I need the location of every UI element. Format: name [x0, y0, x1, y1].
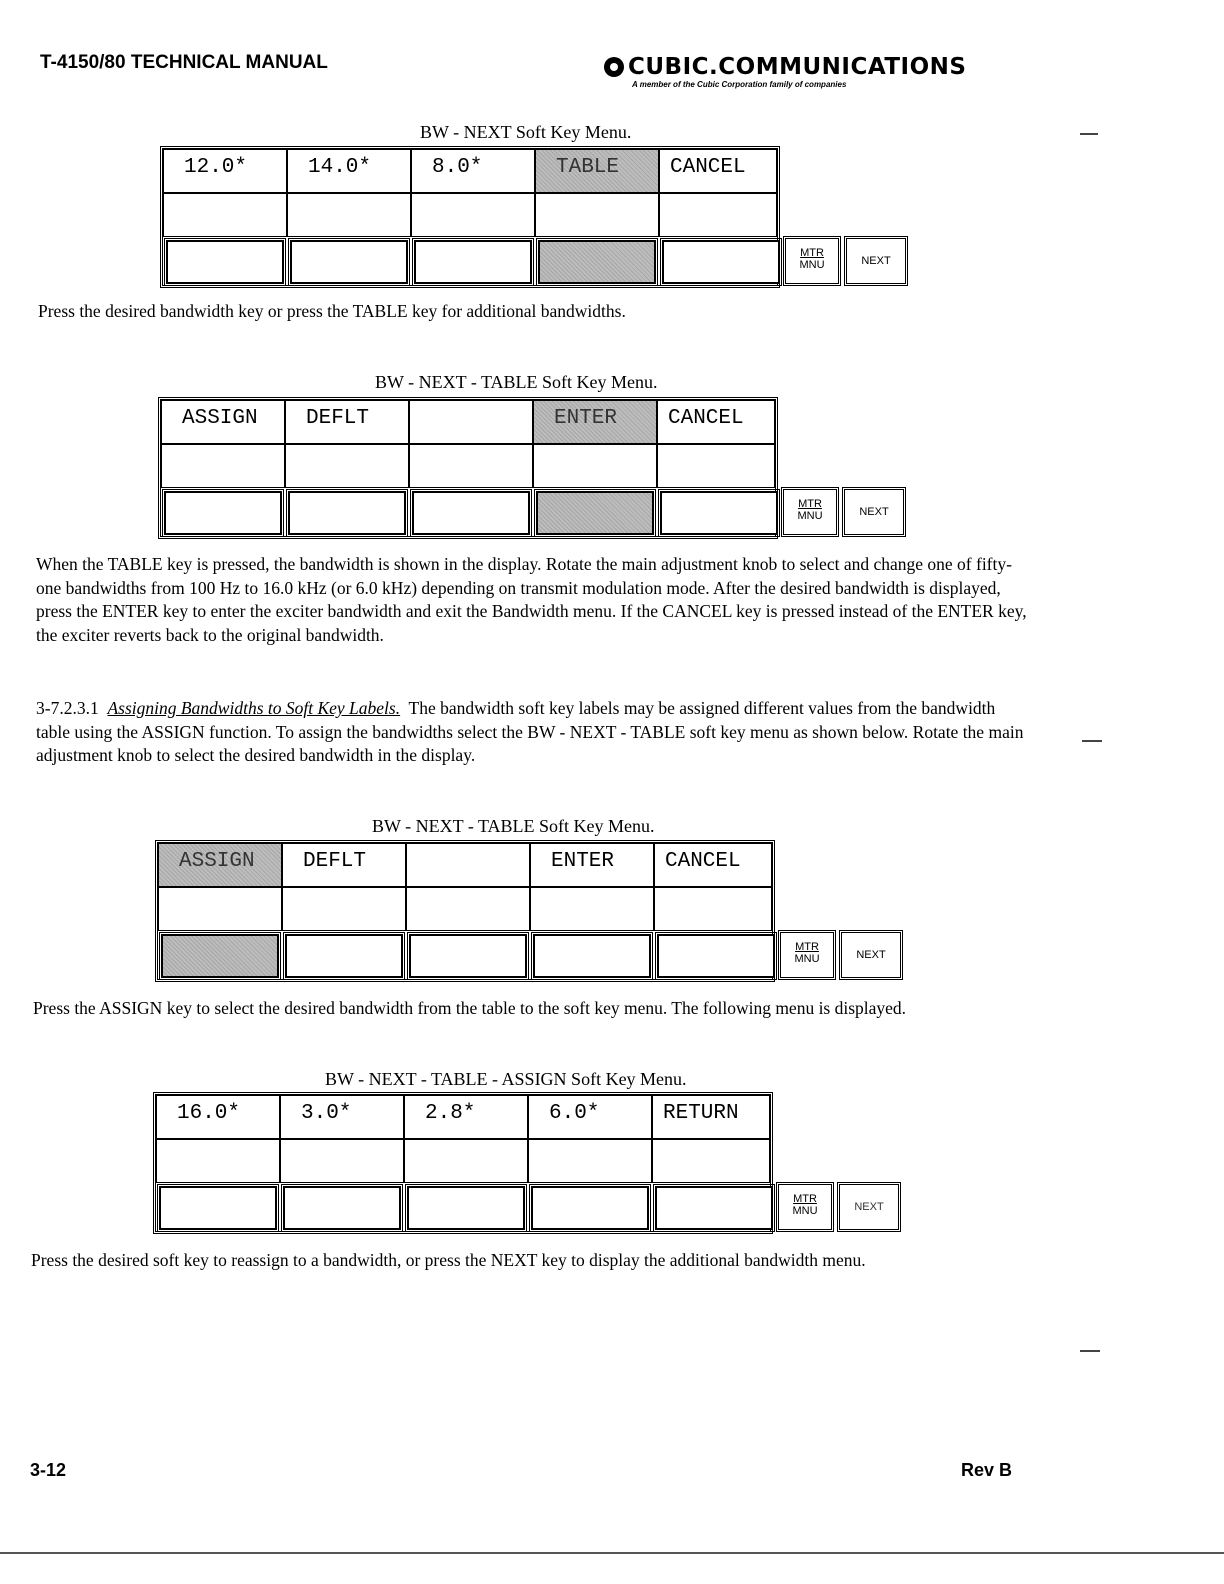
softkey-button-5[interactable]	[660, 491, 778, 535]
softkey-button-4[interactable]	[538, 240, 656, 284]
softkey-blank-cell	[285, 444, 409, 488]
meter-label: MTR	[800, 247, 824, 259]
softkey-button-4[interactable]	[533, 934, 651, 978]
softkey-button-5[interactable]	[655, 1186, 773, 1230]
paragraph: Press the ASSIGN key to select the desired bandwidth from the table to the soft key menu. The following menu is displayed.	[33, 998, 907, 1018]
softkey-label-1: ASSIGN	[161, 400, 285, 444]
margin-mark	[1082, 740, 1102, 742]
softkey-button-3[interactable]	[412, 491, 530, 535]
section-number: 3-7.2.3.1	[36, 698, 99, 718]
cubic-logo-icon	[604, 57, 624, 77]
softkey-label-2: DEFLT	[285, 400, 409, 444]
bottom-rule	[0, 1552, 1224, 1554]
next-button[interactable]: NEXT	[844, 236, 908, 286]
menu-caption: BW - NEXT - TABLE Soft Key Menu.	[375, 372, 658, 392]
softkey-blank-cell	[280, 1139, 404, 1183]
meter-menu-button[interactable]	[783, 236, 841, 286]
softkey-button-2[interactable]	[283, 1186, 401, 1230]
softkey-blank-cell	[409, 444, 533, 488]
softkey-blank-cell	[533, 444, 657, 488]
softkey-label-1: 12.0*	[163, 149, 287, 193]
section-title: Assigning Bandwidths to Soft Key Labels.	[107, 698, 401, 718]
softkey-label-3	[409, 400, 533, 444]
softkey-grid	[158, 397, 778, 539]
meter-label: MTR	[793, 1193, 817, 1205]
softkey-label-5: RETURN	[652, 1095, 770, 1139]
softkey-blank-cell	[530, 887, 654, 931]
softkey-blank-cell	[528, 1139, 652, 1183]
paragraph: When the TABLE key is pressed, the bandwidth is shown in the display. Rotate the main adjustment knob to select and change one of fifty-one bandwidths from 100 Hz to 16.0 kHz (or 6.0 kHz) depending on transmit modulation mode. After the desired bandwidth is displayed, press the ENTER key to enter the exciter bandwidth and exit the Bandwidth menu. If the CANCEL key is pressed instead of the ENTER key, the exciter reverts back to the original bandwidth.	[36, 554, 1027, 645]
softkey-blank-cell	[652, 1139, 770, 1183]
softkey-label-2: 14.0*	[287, 149, 411, 193]
softkey-label-4: ENTER	[533, 400, 657, 444]
margin-mark	[1080, 1350, 1100, 1352]
menu-label: MNU	[792, 1205, 818, 1217]
softkey-button-4[interactable]	[531, 1186, 649, 1230]
softkey-label-4: 6.0*	[528, 1095, 652, 1139]
softkey-label-3: 8.0*	[411, 149, 535, 193]
menu-caption: BW - NEXT Soft Key Menu.	[420, 122, 632, 142]
softkey-blank-cell	[282, 887, 406, 931]
softkey-blank-cell	[535, 193, 659, 237]
softkey-blank-cell	[156, 1139, 280, 1183]
paragraph: Press the desired bandwidth key or press the TABLE key for additional bandwidths.	[38, 301, 626, 321]
manual-title: T-4150/80 TECHNICAL MANUAL	[40, 52, 328, 73]
meter-menu-button[interactable]	[776, 1182, 834, 1232]
paragraph: Press the desired soft key to reassign to a bandwidth, or press the NEXT key to display the additional bandwidth menu.	[31, 1250, 866, 1270]
menu-label: MNU	[797, 510, 823, 522]
softkey-button-5[interactable]	[657, 934, 775, 978]
softkey-blank-cell	[404, 1139, 528, 1183]
section-body: The bandwidth soft key labels may be assigned different values from the bandwidth table using the ASSIGN function. To assign the bandwidths select the BW - NEXT - TABLE soft key menu as shown below. Rotate the main adjustment knob to select the desired bandwidth in the display.	[36, 698, 1024, 765]
softkey-button-2[interactable]	[288, 491, 406, 535]
softkey-blank-cell	[654, 887, 772, 931]
softkey-label-1: ASSIGN	[158, 843, 282, 887]
meter-menu-button[interactable]	[781, 487, 839, 537]
softkey-blank-cell	[161, 444, 285, 488]
softkey-button-1[interactable]	[161, 934, 279, 978]
menu-caption: BW - NEXT - TABLE Soft Key Menu.	[372, 816, 655, 836]
company-logo	[604, 54, 966, 89]
softkey-label-5: CANCEL	[659, 149, 777, 193]
menu-label: MNU	[794, 953, 820, 965]
softkey-label-4: TABLE	[535, 149, 659, 193]
softkey-blank-cell	[657, 444, 775, 488]
softkey-label-2: DEFLT	[282, 843, 406, 887]
meter-menu-button[interactable]	[778, 930, 836, 980]
softkey-button-3[interactable]	[409, 934, 527, 978]
softkey-label-1: 16.0*	[156, 1095, 280, 1139]
softkey-label-4: ENTER	[530, 843, 654, 887]
margin-mark	[1080, 133, 1098, 135]
softkey-grid	[153, 1092, 773, 1234]
meter-label: MTR	[795, 941, 819, 953]
softkey-label-3: 2.8*	[404, 1095, 528, 1139]
softkey-blank-cell	[163, 193, 287, 237]
softkey-blank-cell	[406, 887, 530, 931]
softkey-grid	[160, 146, 780, 288]
softkey-button-3[interactable]	[414, 240, 532, 284]
next-button[interactable]: NEXT	[842, 487, 906, 537]
softkey-label-2: 3.0*	[280, 1095, 404, 1139]
logo-text: CUBIC.COMMUNICATIONS	[628, 54, 967, 80]
softkey-button-5[interactable]	[662, 240, 780, 284]
softkey-button-1[interactable]	[159, 1186, 277, 1230]
softkey-button-2[interactable]	[285, 934, 403, 978]
next-button[interactable]: NEXT	[839, 930, 903, 980]
meter-label: MTR	[798, 498, 822, 510]
logo-subtext: A member of the Cubic Corporation family of companies	[632, 80, 847, 89]
revision-label: Rev B	[961, 1460, 1013, 1480]
page-number: 3-12	[30, 1460, 67, 1480]
softkey-blank-cell	[411, 193, 535, 237]
softkey-label-5: CANCEL	[657, 400, 775, 444]
softkey-button-2[interactable]	[290, 240, 408, 284]
softkey-blank-cell	[158, 887, 282, 931]
section-paragraph	[36, 697, 1028, 768]
softkey-blank-cell	[659, 193, 777, 237]
softkey-button-3[interactable]	[407, 1186, 525, 1230]
softkey-label-5: CANCEL	[654, 843, 772, 887]
softkey-grid	[155, 840, 775, 982]
softkey-button-1[interactable]	[164, 491, 282, 535]
softkey-label-3	[406, 843, 530, 887]
menu-caption: BW - NEXT - TABLE - ASSIGN Soft Key Menu.	[325, 1069, 687, 1089]
menu-label: MNU	[799, 259, 825, 271]
softkey-button-4[interactable]	[536, 491, 654, 535]
next-button[interactable]: NEXT	[837, 1182, 901, 1232]
softkey-blank-cell	[287, 193, 411, 237]
softkey-button-1[interactable]	[166, 240, 284, 284]
